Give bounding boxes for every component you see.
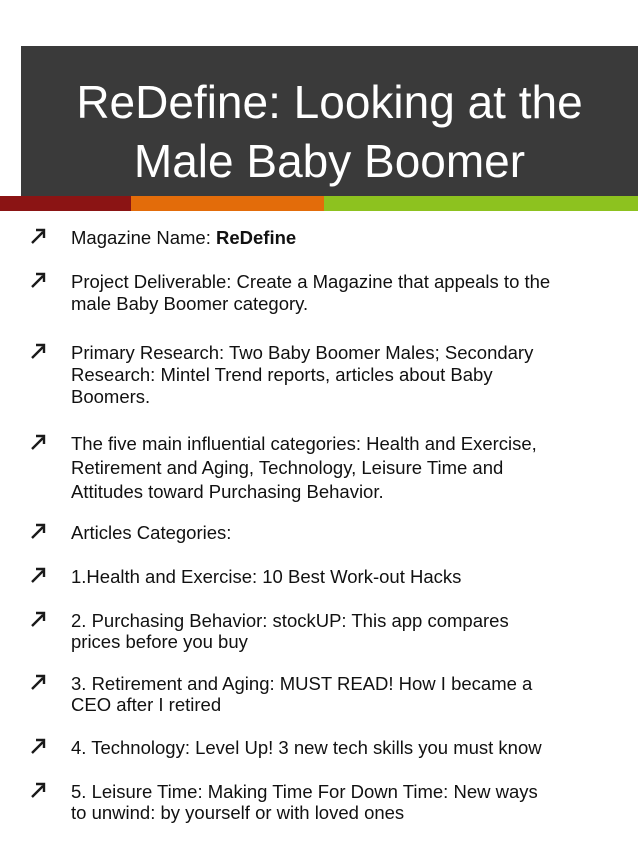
bullet-text-line: 3. Retirement and Aging: MUST READ! How I became a (71, 673, 533, 694)
bullet-text-line: Project Deliverable: Create a Magazine that appeals to the (71, 271, 551, 292)
arrow-up-right-icon (30, 611, 46, 627)
bullet-text: Magazine Name: ReDefine (71, 227, 297, 248)
bullet-text-line: 4. Technology: Level Up! 3 new tech skills you must know (71, 737, 542, 758)
bullet-text-line: The five main influential categories: Health and Exercise, (71, 433, 537, 454)
arrow-up-right-icon (30, 228, 46, 244)
arrow-up-right-icon (30, 674, 46, 690)
bullet-text-line: CEO after I retired (71, 694, 222, 715)
arrow-up-right-icon (30, 343, 46, 359)
slide-title-line-2: Male Baby Boomer (133, 135, 526, 187)
bullet-text-line: Attitudes toward Purchasing Behavior. (71, 481, 384, 502)
arrow-up-right-icon (30, 567, 46, 583)
bullet-text-line: 1.Health and Exercise: 10 Best Work-out Hacks (71, 566, 462, 587)
bullet-text-line: Articles Categories: (71, 522, 232, 543)
slide-title-line-1: ReDefine: Looking at the (76, 76, 583, 128)
arrow-up-right-icon (30, 434, 46, 450)
arrow-up-right-icon (30, 738, 46, 754)
bullet-text-line: Retirement and Aging, Technology, Leisure Time and (71, 457, 504, 478)
arrow-up-right-icon (30, 523, 46, 539)
bullet-text-line: male Baby Boomer category. (71, 293, 309, 314)
bullet-text-line: prices before you buy (71, 631, 248, 652)
arrow-up-right-icon (30, 782, 46, 798)
bullet-text-line: 2. Purchasing Behavior: stockUP: This app compares (71, 610, 509, 631)
bullet-text-line: to unwind: by yourself or with loved ones (71, 802, 405, 823)
bullet-text-line: Boomers. (71, 386, 151, 407)
bullet-text-line: Research: Mintel Trend reports, articles about Baby (71, 364, 493, 385)
bullet-text-line: 5. Leisure Time: Making Time For Down Time: New ways (71, 781, 538, 802)
arrow-up-right-icon (30, 272, 46, 288)
bullet-text-line: Primary Research: Two Baby Boomer Males; Secondary (71, 342, 534, 363)
magazine-name-value: ReDefine (215, 227, 297, 248)
